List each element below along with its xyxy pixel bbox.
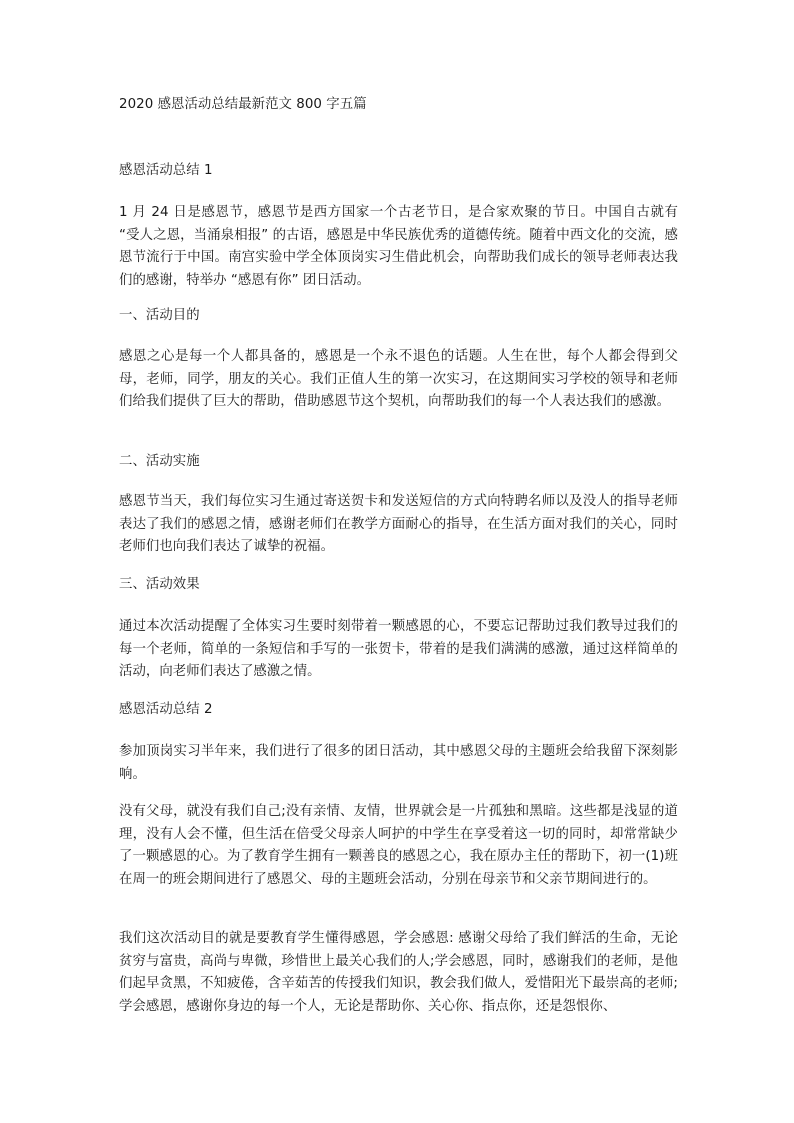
section-1-intro-paragraph: 1 月 24 日是感恩节，感恩节是西方国家一个古老节日，是合家欢聚的节日。中国自古就有 “受人之恩，当涌泉相报” 的古语，感恩是中华民族优秀的道德传统。随着中西文化的交流，感恩节流行于中国。南宫实验中学全体顶岗实习生借此机会，向帮助我们成长的领导老师表达我们的感谢，特举办 “感恩有你” 团日活动。: [119, 205, 678, 288]
activity-effect-paragraph: 通过本次活动提醒了全体实习生要时刻带着一颗感恩的心，不要忘记帮助过我们教导过我们的每一个老师，简单的一条短信和手写的一张贺卡，带着的是我们满满的感激，通过这样简单的活动，向老师们表达了感激之情。: [119, 619, 678, 679]
activity-purpose-paragraph: 感恩之心是每一个人都具备的，感恩是一个永不退色的话题。人生在世，每个人都会得到父母，老师，同学，朋友的关心。我们正值人生的第一次实习，在这期间实习学校的领导和老师们给我们提供了巨大的帮助，借助感恩节这个契机，向帮助我们的每一个人表达我们的感激。: [119, 349, 678, 409]
section-1-heading: 感恩活动总结 1: [119, 163, 213, 178]
section-2-paragraph-3: 我们这次活动目的就是要教育学生懂得感恩，学会感恩: 感谢父母给了我们鲜活的生命，无论贫穷与富贵，高尚与卑微，珍惜世上最关心我们的人;学会感恩，同时，感谢我们的老师，是他们起早贪黑，不知疲倦，含辛茹苦的传授我们知识，教会我们做人，爱惜阳光下最崇高的老师;学会感恩，感谢你身边的每一个人，无论是帮助你、关心你、指点你，还是怨恨你、: [119, 931, 678, 1014]
section-2-paragraph-2: 没有父母，就没有我们自己;没有亲情、友情，世界就会是一片孤独和黑暗。这些都是浅显的道理，没有人会不懂，但生活在倍受父母亲人呵护的中学生在享受着这一切的同时，却常常缺少了一颗感恩的心。为了教育学生拥有一颗善良的感恩之心，我在原办主任的帮助下，初一(1)班在周一的班会期间进行了感恩父、母的主题班会活动，分别在母亲节和父亲节期间进行的。: [119, 804, 678, 887]
heading-activity-implementation: 二、活动实施: [119, 454, 200, 469]
section-2-heading: 感恩活动总结 2: [119, 702, 213, 717]
section-2-intro-paragraph: 参加顶岗实习半年来，我们进行了很多的团日活动，其中感恩父母的主题班会给我留下深刻影响。: [119, 744, 678, 782]
document-title: 2020 感恩活动总结最新范文 800 字五篇: [119, 97, 367, 112]
heading-activity-effect: 三、活动效果: [119, 577, 200, 592]
heading-activity-purpose: 一、活动目的: [119, 308, 200, 323]
activity-implementation-paragraph: 感恩节当天，我们每位实习生通过寄送贺卡和发送短信的方式向特聘名师以及没人的指导老师表达了我们的感恩之情，感谢老师们在教学方面耐心的指导，在生活方面对我们的关心，同时老师们也向我们表达了诚挚的祝福。: [119, 494, 678, 554]
